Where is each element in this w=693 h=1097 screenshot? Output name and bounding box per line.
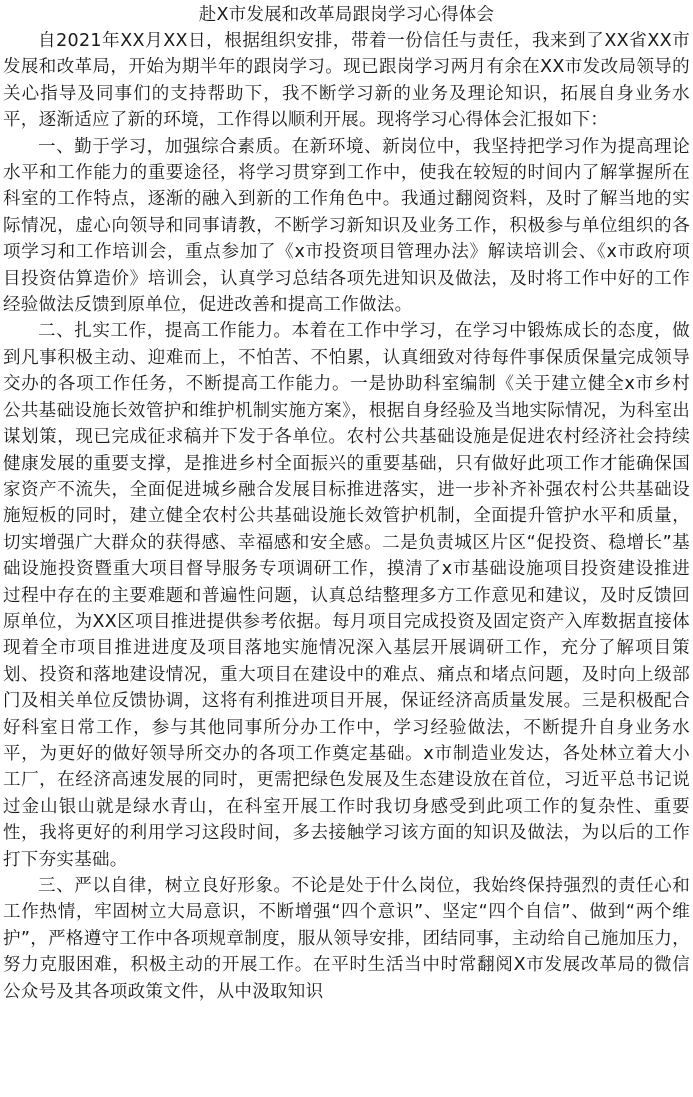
document-title: 赴X市发展和改革局跟岗学习心得体会 [198,5,495,25]
paragraph-section-1: 一、勤于学习，加强综合素质。在新环境、新岗位中，我坚持把学习作为提高理论水平和工作能力的重要途径，将学习贯穿到工作中，使我在较短的时间内了解掌握所在科室的工作特点，逐渐的融入到新的工作角色中。我通过翻阅资料，及时了解当地的实际情况，虚心向领导和同事请教，不断学习新知识及业务工作，积极参与单位组织的各项学习和工作培训会，重点参加了《x市投资项目管理办法》解读培训会、《x市政府项目投资估算造价》培训会，认真学习总结各项先进知识及做法，及时将工作中好的工作经验做法反馈到原单位，促进改善和提高工作做法。 [3,136,690,316]
paragraph-section-2: 二、扎实工作，提高工作能力。本着在工作中学习，在学习中锻炼成长的态度，做到凡事积极主动、迎难而上，不怕苦、不怕累，认真细致对待每件事保质保量完成领导交办的各项工作任务，不断提高工作能力。一是协助科室编制《关于建立健全x市乡村公共基础设施长效管护和维护机制实施方案》，根据自身经验及当地实际情况，为科室出谋划策，现已完成征求稿并下发于各单位。农村公共基础设施是促进农村经济社会持续健康发展的重要支撑，是推进乡村全面振兴的重要基础，只有做好此项工作才能确保国家资产不流失，全面促进城乡融合发展目标推进落实，进一步补齐补强农村公共基础设施短板的同时，建立健全农村公共基础设施长效管护机制，全面提升管护水平和质量，切实增强广大群众的获得感、幸福感和安全感。二是负责城区片区“促投资、稳增长”基础设施投资暨重大项目督导服务专项调研工作，摸清了x市基础设施项目投资建设推进过程中存在的主要难题和普遍性问题，认真总结整理多方工作意见和建议，及时反馈回原单位，为XX区项目推进提供参考依据。每月项目完成投资及固定资产入库数据直接体现着全市项目推进进度及项目落地实施情况深入基层开展调研工作，充分了解项目策划、投资和落地建设情况，重大项目在建设中的难点、痛点和堵点问题，及时向上级部门及相关单位反馈协调，这将有利推进项目开展，保证经济高质量发展。三是积极配合好科室日常工作，参与其他同事所分办工作中，学习经验做法，不断提升自身业务水平，为更好的做好领导所交办的各项工作奠定基础。x市制造业发达，各处林立着大小工厂，在经济高速发展的同时，更需把绿色发展及生态建设放在首位，习近平总书记说过金山银山就是绿水青山，在科室开展工作时我切身感受到此项工作的复杂性、重要性，我将更好的利用学习这段时间，多去接触学习该方面的知识及做法，为以后的工作打下夯实基础。 [3,321,690,870]
paragraph-section-3: 三、严以自律，树立良好形象。不论是处于什么岗位，我始终保持强烈的责任心和工作热情，牢固树立大局意识，不断增强“四个意识”、坚定“四个自信”、做到“两个维护”，严格遵守工作中各项规章制度，服从领导安排，团结同事，主动给自己施加压力，努力克服困难，积极主动的开展工作。在平时生活当中时常翻阅X市发展改革局的微信公众号及其各项政策文件，从中汲取知识 [3,876,690,1002]
paragraph-intro: 自2021年XX月XX日，根据组织安排，带着一份信任与责任，我来到了XX省XX市发展和改革局，开始为期半年的跟岗学习。现已跟岗学习两月有余在XX市发改局领导的关心指导及同事们的支持帮助下，我不断学习新的业务及理论知识，拓展自身业务水平，逐渐适应了新的环境，工作得以顺利开展。现将学习心得体会汇报如下： [3,31,690,131]
